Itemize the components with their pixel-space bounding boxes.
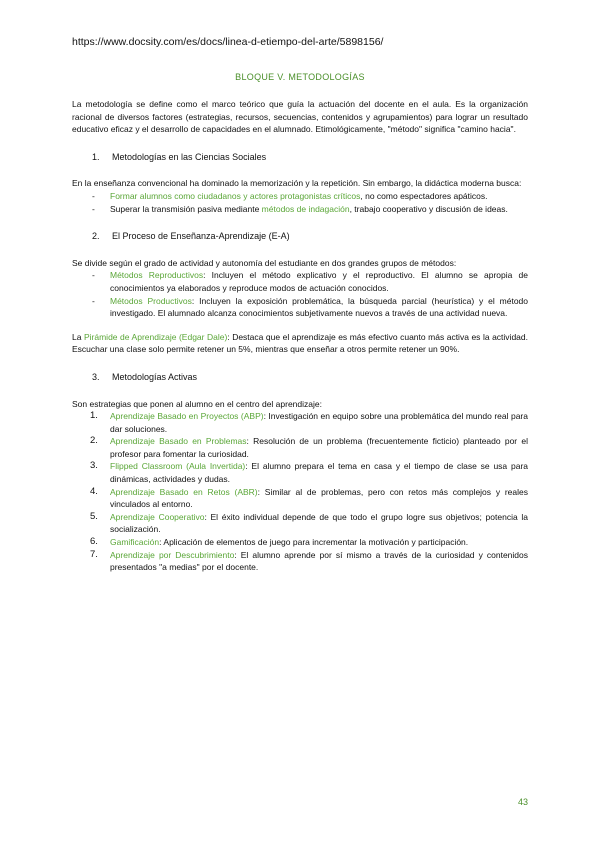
list-item — [72, 435, 528, 460]
section-title: Metodologías Activas — [112, 371, 198, 382]
item-number: 5. — [90, 510, 98, 522]
item-text: : El éxito individual depende de que todo el grupo logre sus objetivos; potencia la socialización. — [110, 511, 528, 535]
list-item — [72, 410, 528, 435]
highlight-text: Formar alumnos como ciudadanos y actores protagonistas críticos — [110, 190, 361, 201]
page-title: BLOQUE V. METODOLOGÍAS — [235, 72, 365, 82]
list-item — [72, 511, 528, 536]
item-text: La — [72, 331, 84, 342]
section-3-lead: Son estrategias que ponen al alumno en el centro del aprendizaje: — [72, 398, 322, 409]
section-2-lead: Se divide según el grado de actividad y autonomía del estudiante en dos grandes grupos de métodos: — [72, 257, 457, 268]
item-text: : El alumno prepara el tema en casa y el tiempo de clase se usa para dinámicas, actividades y dudas. — [110, 461, 529, 485]
section-1-lead: En la enseñanza convencional ha dominado la memorización y la repetición. Sin embargo, la didáctica moderna busca: — [72, 178, 522, 189]
item-number: 7. — [90, 548, 98, 560]
highlight-text: Aprendizaje Basado en Problemas — [110, 436, 247, 447]
item-text: : Incluyen la exposición problemática, la búsqueda parcial (heurística) y el método investigado. El alumnado alcanza conocimientos subjetivamente nuevos a través de una actividad nueva. — [110, 295, 529, 319]
section-title: Metodologías en las Ciencias Sociales — [112, 151, 267, 162]
list-item — [72, 269, 528, 294]
highlight-text: Métodos Productivos — [110, 295, 192, 306]
item-text: : Destaca que el aprendizaje es más efectivo cuanto más activa es la actividad. Escuchar una clase solo permite retener un 5%, mientras que enseñar a otros permite retener un 90%. — [72, 331, 528, 355]
item-number: 3. — [90, 460, 98, 472]
section-1-list — [72, 190, 528, 215]
source-url[interactable]: https://www.docsity.com/es/docs/linea-d-etiempo-del-arte/5898156/ — [72, 36, 384, 48]
highlight-text: Flipped Classroom (Aula Invertida) — [110, 461, 246, 472]
item-number: 1. — [90, 410, 98, 422]
section-number: 2. — [92, 231, 100, 242]
active-methodologies-list — [72, 410, 528, 574]
highlight-text: Aprendizaje Basado en Retos (ABR) — [110, 486, 258, 497]
list-item — [72, 190, 528, 203]
item-text: : Similar al de problemas, pero con retos más complejos y reales vinculados al entorno. — [110, 486, 528, 510]
item-number: 4. — [90, 485, 98, 497]
item-text: : Resolución de un problema (frecuentemente ficticio) planteado por el profesor para fomentar la curiosidad. — [110, 436, 528, 459]
list-item — [72, 295, 528, 320]
section-2-list — [72, 269, 528, 319]
highlight-text: métodos de indagación — [261, 203, 350, 214]
page-number: 43 — [517, 797, 528, 807]
item-number: 2. — [90, 435, 98, 447]
highlight-text: Gamificación — [110, 537, 160, 548]
document-body — [72, 98, 528, 574]
item-text: : Investigación en equipo sobre una problemática del mundo real para dar soluciones. — [110, 411, 528, 434]
highlight-text: Aprendizaje por Descubrimiento — [110, 549, 235, 560]
item-text: Superar la transmisión pasiva mediante — [110, 203, 262, 214]
item-text: : El alumno aprende por sí mismo a través de la curiosidad y contenidos presentados "a medias" por el docente. — [110, 549, 529, 573]
section-title: El Proceso de Enseñanza-Aprendizaje (E-A) — [112, 231, 290, 242]
highlight-text: Aprendizaje Basado en Proyectos (ABP) — [110, 411, 264, 422]
item-text: , no como espectadores apáticos. — [360, 190, 488, 201]
item-text: : Incluyen el método explicativo y el reproductivo. El alumno se apropia de conocimientos ya elaborados y reproduce modos de actuación conocidos. — [110, 270, 528, 293]
section-heading-1 — [92, 151, 528, 164]
item-text: , trabajo cooperativo y discusión de ideas. — [349, 203, 508, 214]
list-item — [72, 486, 528, 511]
section-heading-3 — [92, 371, 528, 384]
section-heading-2 — [92, 230, 528, 243]
item-text: : Aplicación de elementos de juego para incrementar la motivación y participación. — [159, 537, 469, 548]
list-item — [72, 536, 528, 549]
highlight-text: Métodos Reproductivos — [110, 270, 204, 281]
section-number: 1. — [92, 151, 100, 162]
intro-paragraph: La metodología se define como el marco teórico que guía la actuación del docente en el aula. Es la organización racional de diversos factores (estrategias, recursos, secuencias, contenidos y agrupamientos) para lograr un resultado educativo eficaz y el desarrollo de capacidades en el alumnado. Etimológicamente, "método" significa "camino hacia". — [72, 99, 528, 135]
pyramid-paragraph — [72, 331, 528, 356]
item-number: 6. — [90, 536, 98, 548]
list-item — [72, 203, 528, 216]
list-item — [72, 549, 528, 574]
highlight-text: Pirámide de Aprendizaje (Edgar Dale) — [83, 331, 228, 342]
list-item — [72, 460, 528, 485]
section-number: 3. — [92, 371, 100, 382]
highlight-text: Aprendizaje Cooperativo — [110, 511, 205, 522]
